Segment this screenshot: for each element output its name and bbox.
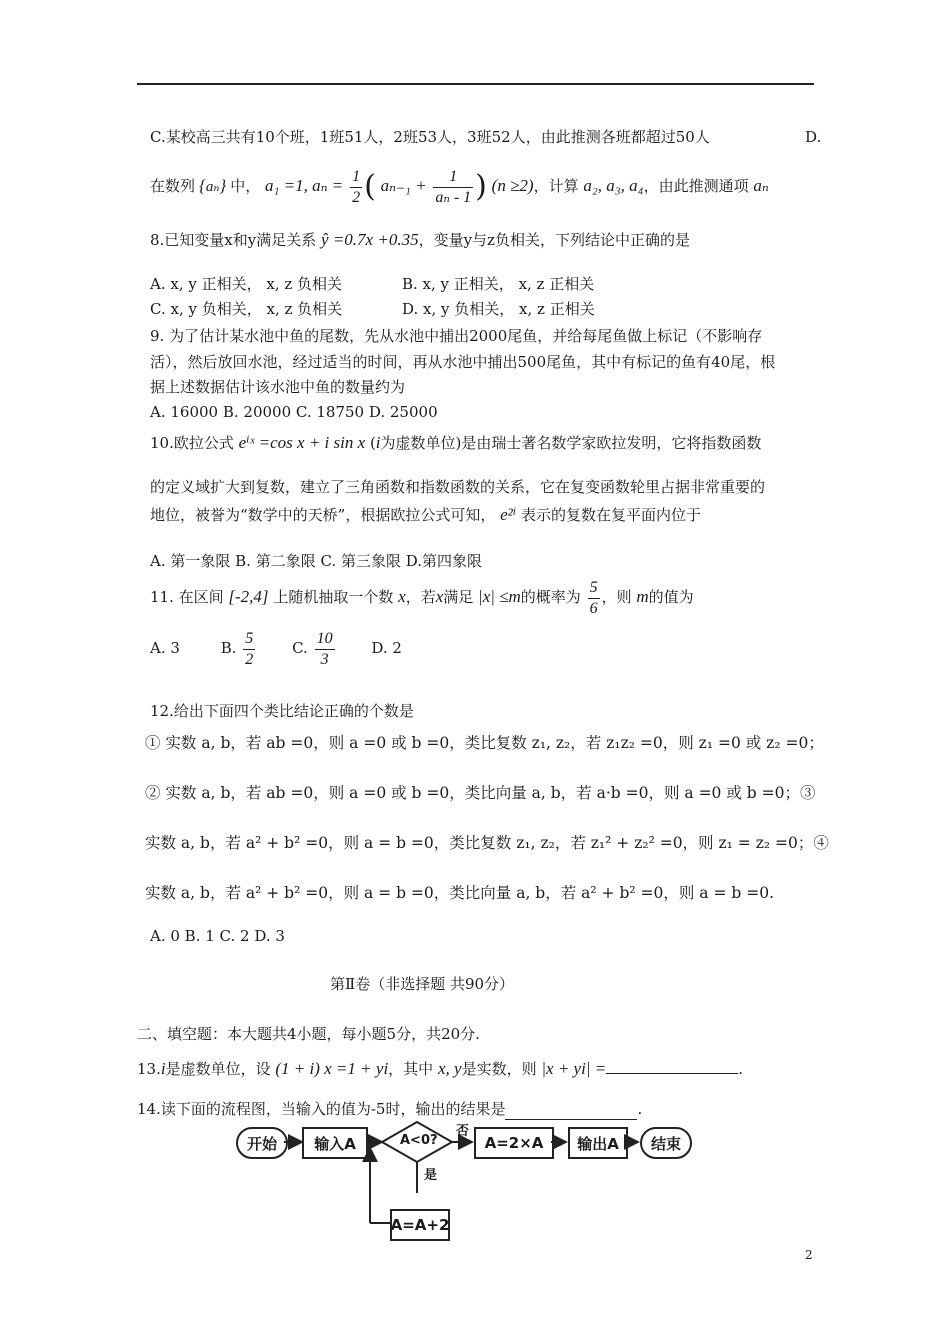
flow-output: 输出A [568, 1127, 628, 1159]
flow-start: 开始 [236, 1127, 288, 1159]
q14-stem: 14.读下面的流程图，当输入的值为-5时，输出的结果是 . [137, 1100, 643, 1118]
q10-options: A. 第一象限 B. 第二象限 C. 第三象限 D.第四象限 [150, 552, 482, 570]
q10-line3: 地位，被誉为“数学中的天桥”，根据欧拉公式可知， e²ⁱ 表示的复数在复平面内位于 [150, 505, 701, 524]
q10-line2: 的定义域扩大到复数，建立了三角函数和指数函数的关系，它在复变函数轮里占据非常重要的 [150, 478, 766, 496]
q11-stem: 11. 在区间 [-2,4] 上随机抽取一个数 x，若x满足 |x| ≤m的概率为 $\frac{5}{6}$ ，则 m的值为 [150, 578, 694, 617]
q7-option-d: 在数列 {aₙ} 中， a₁ =1, aₙ = $\frac{1}{2}$ ( aₙ₋₁ + $\frac{1}{\text{aₙ - 1}}$ ) (n ≥2)，计算 a₂, a₃, a₄，由此推测通项 aₙ [150, 167, 769, 206]
q7-option-d-label: D. [805, 128, 822, 146]
q8-option-b: B. x, y 正相关， x, z 正相关 [402, 275, 595, 293]
q7-option-c: C.某校高三共有10个班，1班51人，2班53人，3班52人，由此推测各班都超过50人 [150, 128, 710, 146]
q14-answer-blank[interactable] [505, 1099, 637, 1120]
q10-stem: 10.欧拉公式 eⁱˣ =cos x + i sin x (i为虚数单位)是由瑞士著名数学家欧拉发明，它将指数函数 [150, 433, 762, 452]
flow-loop: A=A+2 [390, 1209, 450, 1241]
q9-line1: 9. 为了估计某水池中鱼的尾数，先从水池中捕出2000尾鱼，并给每尾鱼做上标记（不影响存 [150, 327, 763, 345]
flow-condition: A<0? [400, 1133, 438, 1148]
q9-line3: 据上述数据估计该水池中鱼的数量约为 [150, 378, 406, 396]
q11-options: A. 3 B. $\frac{5}{2}$ C. $\frac{10}{3}$ D. 2 [150, 629, 402, 668]
q8-option-a: A. x, y 正相关， x, z 负相关 [150, 275, 343, 293]
q8-option-c: C. x, y 负相关， x, z 负相关 [150, 300, 343, 318]
q9-options: A. 16000 B. 20000 C. 18750 D. 25000 [150, 403, 438, 421]
q12-line4: 实数 a, b，若 a² + b² =0，则 a = b =0，类比向量 a, b，若 a² + b² =0，则 a = b =0. [145, 884, 774, 902]
flow-input: 输入A [302, 1127, 368, 1159]
q12-stem: 12.给出下面四个类比结论正确的个数是 [150, 702, 414, 720]
flow-no-label: 否 [456, 1124, 470, 1139]
flow-assign: A=2×A [474, 1127, 554, 1159]
q8-option-d: D. x, y 负相关， x, z 正相关 [402, 300, 595, 318]
q13-answer-blank[interactable] [606, 1073, 738, 1074]
section2-heading: 二、填空题：本大题共4小题，每小题5分，共20分. [137, 1025, 480, 1043]
q12-line1: ① 实数 a, b，若 ab =0，则 a =0 或 b =0，类比复数 z₁, z₂，若 z₁z₂ =0，则 z₁ =0 或 z₂ =0； [145, 734, 824, 752]
q12-options: A. 0 B. 1 C. 2 D. 3 [150, 927, 285, 945]
flow-end: 结束 [640, 1127, 692, 1159]
q12-line2: ② 实数 a, b，若 ab =0，则 a =0 或 b =0，类比向量 a, b，若 a·b =0，则 a =0 或 b =0；③ [145, 784, 816, 802]
section2-title: 第Ⅱ卷（非选择题 共90分） [330, 975, 515, 993]
q12-line3: 实数 a, b，若 a² + b² =0，则 a = b =0，类比复数 z₁, z₂，若 z₁² + z₂² =0，则 z₁ = z₂ =0；④ [145, 834, 829, 852]
q8-stem: 8.已知变量x和y满足关系 ŷ =0.7x +0.35，变量y与z负相关，下列结论中正确的是 [150, 230, 690, 249]
q9-line2: 活），然后放回水池，经过适当的时间，再从水池中捕出500尾鱼，其中有标记的鱼有40尾，根 [150, 353, 776, 371]
header-rule [137, 83, 814, 85]
q13-stem: 13.i是虚数单位，设 (1 + i) x =1 + yi，其中 x, y是实数，则 |x + yi| = . [137, 1059, 743, 1078]
page-number: 2 [805, 1248, 813, 1262]
flow-yes-label: 是 [424, 1168, 438, 1183]
